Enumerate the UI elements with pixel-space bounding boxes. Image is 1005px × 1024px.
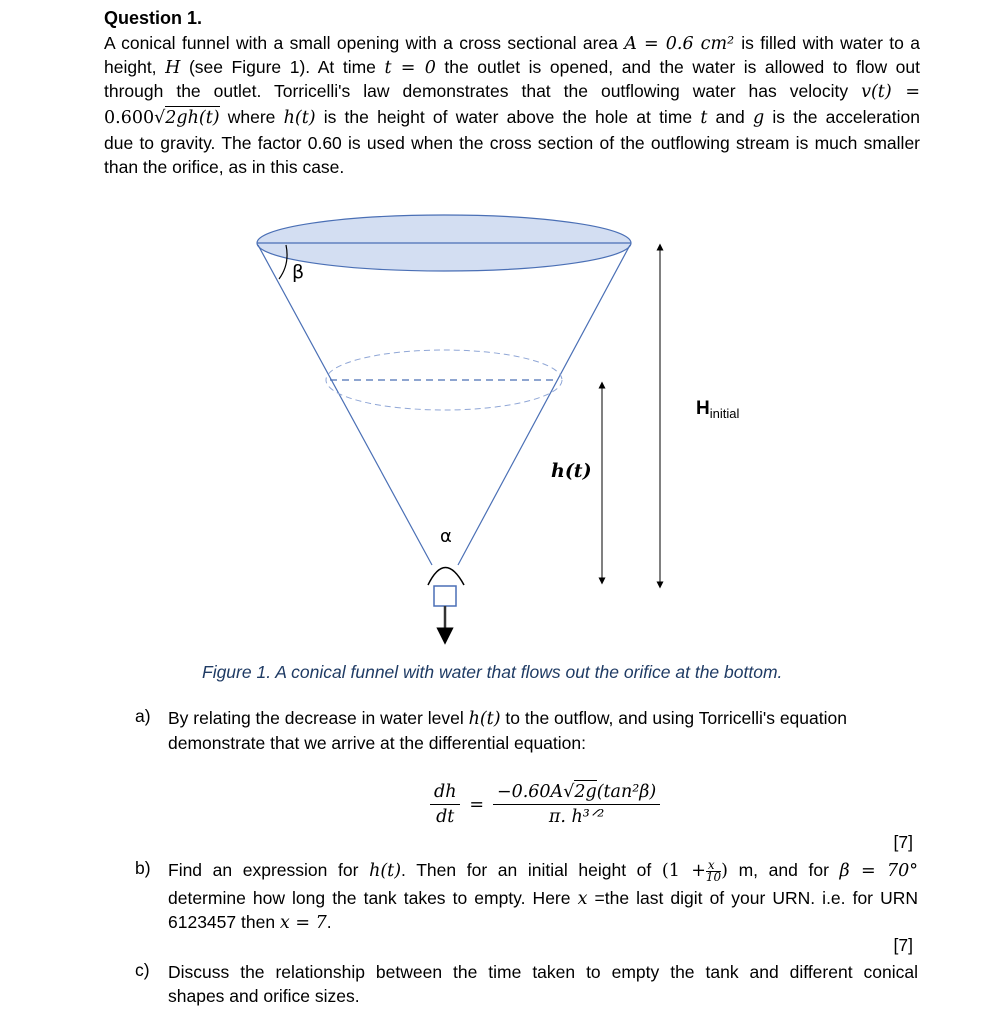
funnel-left-wall: [258, 245, 432, 565]
part-b-marks: [7]: [893, 935, 913, 955]
intro-line-3: through the outlet. Torricelli's law demonstrates that the outflowing water has velocity v(t) =: [104, 81, 920, 102]
eq-rhs-numerator-sqrt: 2g: [574, 782, 597, 802]
orifice: [434, 586, 456, 606]
intro-line-6: than the orifice, as in this case.: [104, 157, 345, 177]
part-a-line-1: By relating the decrease in water level h(t) to the outflow, and using Torricelli's equation: [168, 708, 847, 729]
part-b-label: b): [135, 858, 151, 878]
part-c-line-1: Discuss the relationship between the time taken to empty the tank and different conical: [168, 962, 918, 982]
initial-height-label: $H_{initial}$: [696, 398, 740, 421]
part-b-line-1: Find an expression for h(t). Then for an initial height of (1 + $\frac{x}{10}$ ) m, and for β = 70°: [168, 857, 918, 884]
part-a-marks: [7]: [893, 832, 913, 852]
question-title: Question 1.: [104, 8, 203, 28]
funnel-right-wall: [458, 245, 630, 565]
part-b-line-2: determine how long the tank takes to empty. Here x =the last digit of your URN. i.e. for URN: [168, 888, 918, 909]
intro-line-4: 0.600√2gh(t) where h(t) is the height of water above the hole at time t and g is the acceleration: [104, 107, 921, 128]
beta-label: β: [292, 261, 305, 283]
eq-rhs-denominator: π. h³ᐟ²: [548, 807, 605, 827]
part-a-line-2: demonstrate that we arrive at the differential equation:: [168, 733, 586, 753]
eq-rhs-numerator-b: (tan²β): [596, 782, 657, 802]
alpha-label: α: [440, 526, 452, 547]
intro-line-5: due to gravity. The factor 0.60 is used when the cross section of the outflowing stream is much smaller: [104, 133, 920, 153]
alpha-arc: [428, 568, 464, 586]
part-c-label: c): [135, 960, 150, 980]
intro-line-1: A conical funnel with a small opening with a cross sectional area A = 0.6 cm² is filled with water to a: [104, 33, 921, 54]
eq-equals: =: [469, 794, 485, 815]
intro-line-2: height, H (see Figure 1). At time t = 0 the outlet is opened, and the water is allowed to flow out: [104, 57, 920, 78]
eq-lhs-denominator: dt: [436, 807, 455, 827]
part-b-line-3: 6123457 then x = 7.: [168, 912, 332, 933]
eq-rhs-numerator-a: −0.60A: [496, 782, 564, 802]
funnel-figure: [0, 200, 1005, 655]
part-c-line-2: shapes and orifice sizes.: [168, 986, 360, 1006]
eq-lhs-numerator: dh: [430, 782, 460, 805]
height-label: h(t): [551, 460, 592, 482]
differential-equation: $\frac{dh}{dt}$ = $\frac{\text{−0.60A√2g(tan²β)}}{\text{π. h³ᐟ²}}$: [430, 782, 660, 827]
figure-caption: Figure 1. A conical funnel with water that flows out the orifice at the bottom.: [202, 662, 783, 682]
part-a-label: a): [135, 706, 151, 726]
